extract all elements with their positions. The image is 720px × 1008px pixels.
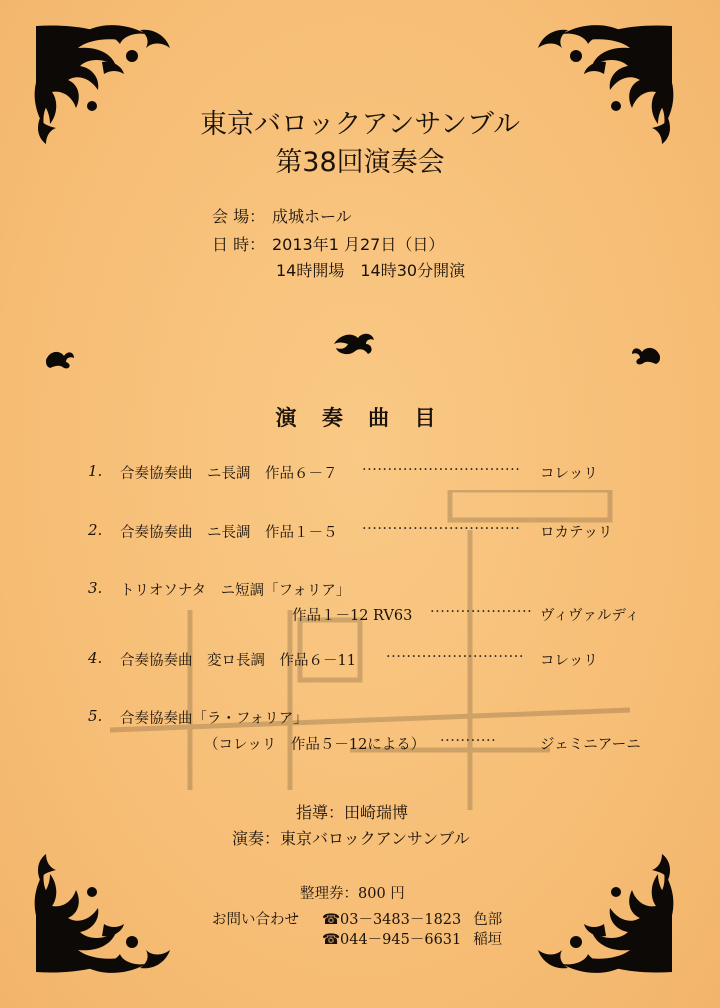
venue-row <box>212 204 352 227</box>
contact-phone-row <box>322 908 502 929</box>
fleuron-icon <box>44 348 76 370</box>
venue-label: 会 場： <box>212 207 266 226</box>
item-number: 4. <box>88 649 103 667</box>
item-leader: ······························· <box>362 521 521 537</box>
item-piece: 合奏協奏曲 ニ長調 作品６－７ <box>120 466 338 482</box>
ticket-price: 整理券：800 円 <box>300 886 405 902</box>
contact-label: お問い合わせ <box>212 912 299 928</box>
conductor-credit: 指導：田崎瑞博 <box>296 803 409 822</box>
date-value: 2013年1 月27日（日） <box>272 235 445 254</box>
item-composer: コレッリ <box>540 653 598 669</box>
program-item <box>0 579 720 625</box>
item-piece-detail: 作品１－12 RV63 <box>292 608 413 624</box>
item-leader: ···················· <box>430 604 533 620</box>
date-row <box>212 232 444 255</box>
program-heading: 演 奏 曲 目 <box>275 405 445 430</box>
program-item <box>0 649 720 671</box>
item-number: 2. <box>88 521 103 539</box>
item-piece-detail: （コレッリ 作品５－12による） <box>204 737 426 753</box>
item-leader: ··························· <box>386 649 524 665</box>
date-label: 日 時： <box>212 235 266 254</box>
fleuron-icon <box>630 344 662 366</box>
performer-credit: 演奏：東京バロックアンサンブル <box>232 829 470 848</box>
contact-name: 稲垣 <box>473 932 503 948</box>
program-item <box>0 462 720 484</box>
phone-number: 03－3483－1823 <box>340 912 462 928</box>
item-piece: トリオソナタ ニ短調「フォリア」 <box>120 583 351 599</box>
item-number: 3. <box>88 579 103 597</box>
item-piece: 合奏協奏曲「ラ・フォリア」 <box>120 711 308 727</box>
ensemble-name: 東京バロックアンサンブル <box>200 109 520 140</box>
item-piece: 合奏協奏曲 変ロ長調 作品６－11 <box>120 653 356 669</box>
fleuron-icon <box>332 330 376 356</box>
phone-icon: ☎ <box>322 912 341 928</box>
contact-phone-row <box>322 928 502 949</box>
item-composer: ヴィヴァルディ <box>540 608 640 624</box>
contact-name: 色部 <box>473 912 503 928</box>
item-composer: ジェミニアーニ <box>540 737 641 753</box>
phone-number: 044－945－6631 <box>340 932 462 948</box>
corner-ornament-icon <box>28 850 178 980</box>
program-item <box>0 707 720 753</box>
corner-ornament-icon <box>530 850 680 980</box>
program-item <box>0 521 720 543</box>
item-number: 5. <box>88 707 103 725</box>
time-value: 14時開場 14時30分開演 <box>276 261 466 280</box>
item-piece: 合奏協奏曲 ニ長調 作品１－５ <box>120 525 338 541</box>
item-composer: ロカテッリ <box>540 525 613 541</box>
item-number: 1. <box>88 462 103 480</box>
concert-title: 第38回演奏会 <box>275 147 445 178</box>
phone-icon: ☎ <box>322 932 341 948</box>
item-leader: ······························· <box>362 462 521 478</box>
item-leader: ··········· <box>440 733 497 749</box>
item-composer: コレッリ <box>540 466 598 482</box>
venue-value: 成城ホール <box>272 207 352 226</box>
